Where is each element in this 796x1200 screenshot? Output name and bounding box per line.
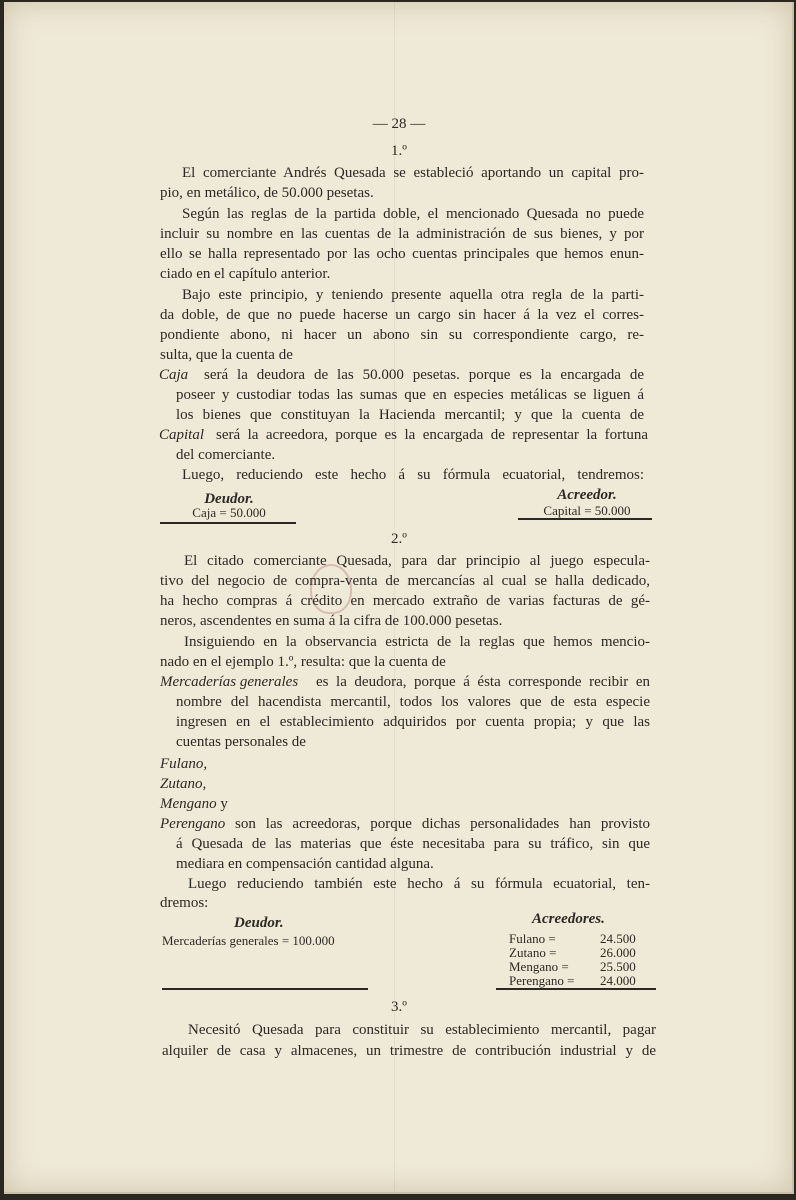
credit-entry-amount: 24.000 (600, 973, 636, 988)
section-number: 3.º (391, 999, 407, 1015)
account-term-fulano: Fulano, (160, 756, 208, 772)
credit-header: Acreedores. (532, 911, 605, 927)
text-line: es la deudora, porque á ésta corresponde recibir en (316, 674, 650, 690)
account-term-mengano: Mengano (160, 796, 217, 812)
text-line: Bajo este principio, y teniendo presente aquella otra regla de la parti- (182, 287, 644, 303)
text-line: poseer y custodiar todas las sumas que en especies metálicas se liguen á (176, 387, 644, 403)
credit-header: Acreedor. (557, 487, 617, 503)
text-line: da doble, de que no puede hacerse un cargo sin hacer á la vez el corres- (160, 307, 644, 323)
text-line: á Quesada de las materias que éste necesitaba para su tráfico, sin que (176, 836, 650, 852)
ledger-rule (518, 518, 652, 520)
text-line: ello se halla representado por las ocho cuentas principales que hemos enun- (160, 246, 644, 262)
ledger-rule (162, 988, 368, 990)
text-line: incluir su nombre en las cuentas de la administración de sus bienes, y por (160, 226, 644, 242)
section-number: 1.º (391, 143, 407, 159)
text-line: sulta, que la cuenta de (160, 347, 293, 363)
text-line: Luego, reduciendo este hecho á su fórmula ecuatorial, tendremos: (182, 467, 644, 483)
ledger-rule (160, 522, 296, 524)
credit-entry: Capital = 50.000 (543, 503, 631, 518)
document-page (4, 2, 794, 1194)
credit-entry-name: Mengano = (509, 959, 569, 974)
text-line: Insiguiendo en la observancia estricta de la reglas que hemos mencio- (184, 634, 650, 650)
text-line: será la deudora de las 50.000 pesetas. porque es la encargada de (204, 367, 644, 383)
debit-entry: Mercaderías generales = 100.000 (162, 933, 335, 948)
credit-entry-name: Fulano = (509, 931, 556, 946)
conjunction: y (220, 796, 228, 812)
text-line: pio, en metálico, de 50.000 pesetas. (160, 185, 374, 201)
credit-entry-name: Zutano = (509, 945, 557, 960)
credit-entry-amount: 24.500 (600, 931, 636, 946)
account-term-zutano: Zutano, (160, 776, 207, 792)
text-line: nombre del hacendista mercantil, todos los valores que de esta especie (176, 694, 650, 710)
debit-header: Deudor. (204, 491, 254, 507)
text-line: El comerciante Andrés Quesada se estableció aportando un capital pro- (182, 165, 644, 181)
credit-entry-amount: 26.000 (600, 945, 636, 960)
text-line: Necesitó Quesada para constituir su establecimiento mercantil, pagar (188, 1022, 656, 1038)
text-line: neros, ascendentes en suma á la cifra de 100.000 pesetas. (160, 613, 503, 629)
text-line: los bienes que constituyan la Hacienda mercantil; y que la cuenta de (176, 407, 644, 423)
page-number: — 28 — (372, 116, 426, 132)
debit-entry: Caja = 50.000 (192, 505, 266, 520)
text-line: El citado comerciante Quesada, para dar principio al juego especula- (184, 553, 650, 569)
credit-entry-amount: 25.500 (600, 959, 636, 974)
text-line: Luego reduciendo también este hecho á su fórmula ecuatorial, ten- (188, 876, 650, 892)
text-line (160, 795, 228, 813)
text-line: ingresen en el establecimiento adquiridos por cuenta propia; y que las (176, 714, 650, 730)
ledger-rule (496, 988, 656, 990)
text-line: del comerciante. (176, 447, 276, 463)
section-number: 2.º (391, 531, 407, 547)
text-line: nado en el ejemplo 1.º, resulta: que la cuenta de (160, 654, 446, 670)
text-line: dremos: (160, 895, 209, 911)
text-line: ha hecho compras á crédito en mercado extraño de varias facturas de gé- (160, 593, 650, 609)
account-term-mercaderias: Mercaderías generales (160, 674, 299, 690)
text-line: mediara en compensación cantidad alguna. (176, 856, 434, 872)
text-line: será la acreedora, porque es la encargada de representar la fortuna (216, 427, 648, 443)
credit-entry-name: Perengano = (509, 973, 575, 988)
text-line: pondiente abono, ni hacer un abono sin su correspondiente cargo, re- (160, 327, 644, 343)
account-term-caja: Caja (159, 367, 189, 383)
text-line: cuentas personales de (176, 734, 306, 750)
account-term-capital: Capital (159, 427, 205, 443)
text-line: son las acreedoras, porque dichas personalidades han provisto (235, 816, 650, 832)
text-line: alquiler de casa y almacenes, un trimestre de contribución industrial y de (162, 1043, 656, 1059)
text-line: tivo del negocio de compra-venta de mercancías al cual se halla dedicado, (160, 573, 650, 589)
account-term-perengano: Perengano (160, 816, 226, 832)
text-line: ciado en el capítulo anterior. (160, 266, 331, 282)
debit-header: Deudor. (234, 915, 284, 931)
text-line: Según las reglas de la partida doble, el mencionado Quesada no puede (182, 206, 644, 222)
